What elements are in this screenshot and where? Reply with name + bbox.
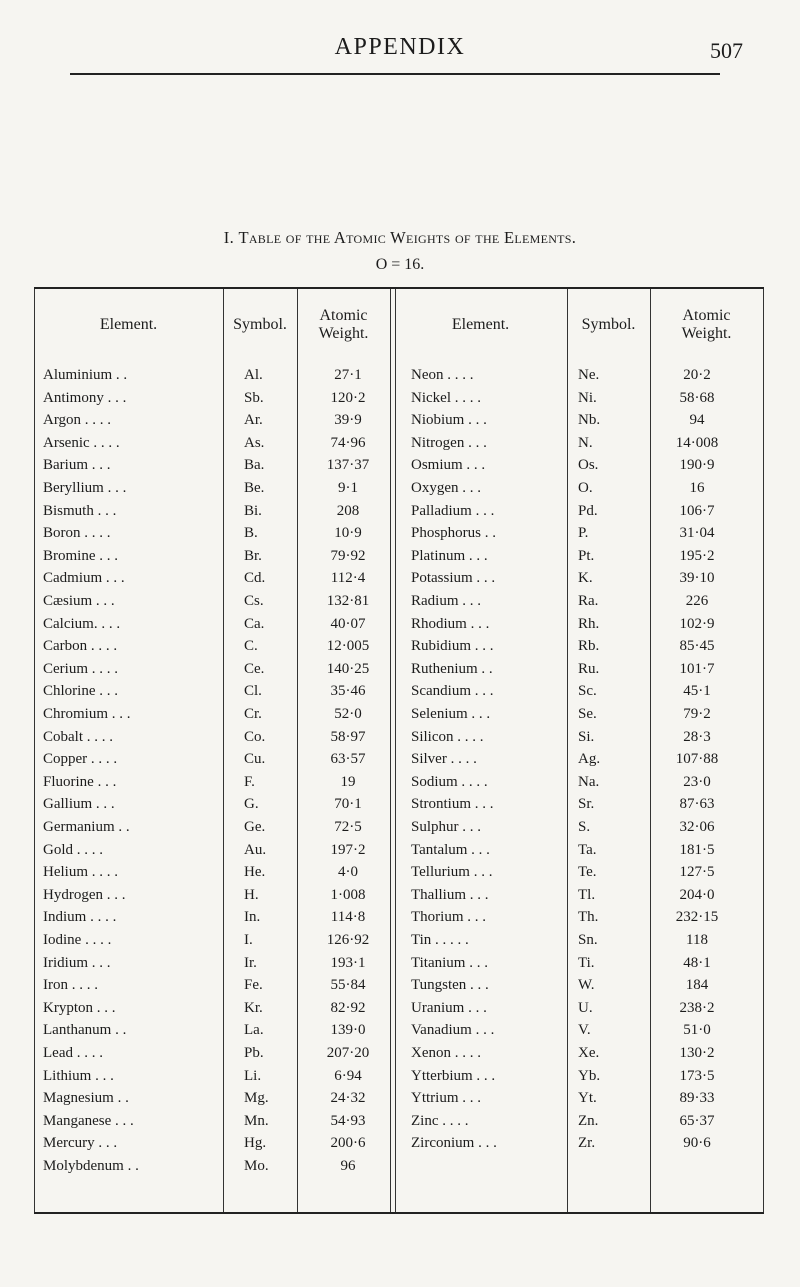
table-row bbox=[0, 750, 800, 768]
element-name: Rubidium . . . bbox=[411, 638, 494, 655]
table-row bbox=[0, 773, 800, 791]
element-symbol: Mn. bbox=[244, 1112, 269, 1129]
element-name: Titanium . . . bbox=[411, 954, 488, 971]
element-name: Indium . . . . bbox=[43, 909, 117, 926]
atomic-weight: 140·25 bbox=[326, 660, 370, 677]
element-symbol: Pd. bbox=[578, 502, 598, 519]
element-symbol: Ra. bbox=[578, 593, 599, 609]
element-symbol: Au. bbox=[244, 841, 267, 858]
element-symbol: Br. bbox=[244, 547, 262, 564]
element-symbol: Ce. bbox=[244, 660, 265, 677]
atomic-weight: 82·92 bbox=[330, 999, 366, 1016]
element-symbol: Ba. bbox=[244, 457, 265, 474]
element-symbol: Cd. bbox=[244, 570, 266, 587]
element-name: Sulphur . . . bbox=[411, 819, 482, 835]
atomic-weight: 23·0 bbox=[683, 773, 711, 790]
element-symbol: Cu. bbox=[244, 751, 266, 768]
element-symbol: Li. bbox=[244, 1067, 262, 1084]
element-name: Phosphorus . . bbox=[411, 525, 497, 542]
element-name: Aluminium . . bbox=[43, 367, 128, 383]
atomic-weight: 200·6 bbox=[330, 1135, 366, 1152]
atomic-weight: 55·84 bbox=[330, 977, 366, 994]
table-row bbox=[0, 931, 800, 949]
element-symbol: Ni. bbox=[578, 389, 597, 406]
table-row bbox=[0, 863, 800, 881]
element-name: Helium . . . . bbox=[43, 864, 118, 881]
atomic-weight: 79·92 bbox=[330, 547, 366, 564]
element-name: Iron . . . . bbox=[43, 977, 98, 994]
element-symbol: G. bbox=[244, 796, 259, 813]
table-row bbox=[0, 637, 800, 655]
element-symbol: Rh. bbox=[578, 615, 600, 632]
atomic-weight: 51·0 bbox=[683, 1022, 711, 1039]
atomic-weight: 31·04 bbox=[679, 525, 715, 542]
table-row bbox=[0, 705, 800, 723]
element-symbol: Xe. bbox=[578, 1045, 600, 1061]
table-row bbox=[0, 728, 800, 746]
element-symbol: V. bbox=[578, 1022, 591, 1039]
element-name: Arsenic . . . . bbox=[43, 434, 120, 451]
atomic-weight: 193·1 bbox=[330, 954, 366, 971]
element-name: Cadmium . . . bbox=[43, 570, 125, 587]
element-symbol: Fe. bbox=[244, 977, 263, 994]
element-symbol: La. bbox=[244, 1022, 264, 1039]
element-name: Uranium . . . bbox=[411, 999, 487, 1016]
element-symbol: W. bbox=[578, 977, 595, 994]
element-name: Vanadium . . . bbox=[411, 1022, 495, 1039]
element-symbol: H. bbox=[244, 886, 259, 903]
table-row bbox=[0, 592, 800, 610]
table-row bbox=[0, 547, 800, 565]
element-name: Krypton . . . bbox=[43, 999, 116, 1016]
element-name: Boron . . . . bbox=[43, 525, 111, 542]
table-row bbox=[0, 841, 800, 859]
column-header-element: Element. bbox=[451, 316, 510, 333]
atomic-weight: 54·93 bbox=[330, 1112, 366, 1129]
element-symbol: Cs. bbox=[244, 593, 264, 609]
atomic-weight: 120·2 bbox=[330, 389, 366, 406]
atomic-weight: 1·008 bbox=[330, 886, 366, 903]
element-name: Antimony . . . bbox=[43, 389, 127, 406]
element-symbol: Sc. bbox=[578, 683, 597, 700]
table-row bbox=[0, 615, 800, 633]
element-symbol: Nb. bbox=[578, 412, 601, 429]
element-name: Lithium . . . bbox=[43, 1067, 114, 1084]
atomic-weight: 137·37 bbox=[326, 457, 370, 474]
element-symbol: Ti. bbox=[578, 954, 595, 971]
element-name: Palladium . . . bbox=[411, 502, 495, 519]
atomic-weight: 89·33 bbox=[679, 1090, 715, 1107]
atomic-weight: 184 bbox=[685, 977, 709, 994]
element-name: Manganese . . . bbox=[43, 1112, 134, 1129]
atomic-weight: 6·94 bbox=[334, 1067, 362, 1084]
atomic-weight: 39·10 bbox=[679, 570, 715, 587]
element-symbol: Yb. bbox=[578, 1067, 601, 1084]
element-name: Gold . . . . bbox=[43, 841, 103, 858]
element-name: Thorium . . . bbox=[411, 909, 486, 926]
table-row bbox=[0, 908, 800, 926]
element-symbol: Pt. bbox=[578, 547, 595, 564]
atomic-weight: 101·7 bbox=[679, 660, 715, 677]
element-name: Neon . . . . bbox=[411, 367, 474, 383]
element-name: Yttrium . . . bbox=[411, 1090, 481, 1107]
element-name: Chromium . . . bbox=[43, 706, 131, 722]
element-name: Iodine . . . . bbox=[43, 932, 112, 948]
element-symbol: Yt. bbox=[578, 1090, 597, 1107]
page-number: 507 bbox=[710, 38, 743, 63]
atomic-weight: 70·1 bbox=[334, 796, 362, 813]
table-title bbox=[0, 228, 800, 248]
element-symbol: Ge. bbox=[244, 819, 266, 835]
element-name: Gallium . . . bbox=[43, 796, 115, 813]
element-symbol: Sr. bbox=[578, 796, 595, 813]
atomic-weight: 52·0 bbox=[334, 706, 362, 722]
atomic-weight: 132·81 bbox=[326, 593, 370, 609]
column-header-element: Element. bbox=[99, 316, 158, 333]
element-name: Platinum . . . bbox=[411, 547, 488, 564]
element-symbol: Al. bbox=[244, 367, 263, 383]
element-name: Tungsten . . . bbox=[411, 977, 489, 994]
element-symbol: Ca. bbox=[244, 615, 265, 632]
table-row bbox=[0, 411, 800, 429]
element-name: Tin . . . . . bbox=[411, 932, 469, 948]
element-symbol: Ag. bbox=[578, 751, 601, 768]
element-symbol: He. bbox=[244, 864, 266, 881]
element-symbol: Ir. bbox=[244, 954, 257, 971]
atomic-weight: 9·1 bbox=[338, 480, 358, 496]
element-name: Hydrogen . . . bbox=[43, 886, 126, 903]
element-name: Calcium. . . . bbox=[43, 615, 121, 632]
table-row bbox=[0, 1157, 800, 1175]
element-symbol: Pb. bbox=[244, 1045, 264, 1061]
table-row bbox=[0, 389, 800, 407]
element-symbol: C. bbox=[244, 638, 258, 655]
element-name: Lead . . . . bbox=[43, 1045, 103, 1061]
element-symbol: Sn. bbox=[578, 932, 598, 948]
element-symbol: Mo. bbox=[244, 1158, 269, 1174]
atomic-weight: 58·97 bbox=[330, 728, 366, 745]
element-symbol: Kr. bbox=[244, 999, 263, 1016]
running-title: APPENDIX bbox=[334, 34, 466, 60]
table-row bbox=[0, 976, 800, 994]
element-name: Ruthenium . . bbox=[411, 660, 493, 677]
table-row bbox=[0, 1089, 800, 1107]
element-symbol: Ta. bbox=[578, 841, 597, 858]
element-name: Copper . . . . bbox=[43, 751, 118, 768]
element-symbol: Tl. bbox=[578, 886, 596, 903]
atomic-weight: 40·07 bbox=[330, 615, 366, 632]
element-name: Germanium . . bbox=[43, 819, 130, 835]
atomic-weight: 72·5 bbox=[334, 819, 362, 835]
atomic-weight: 238·2 bbox=[679, 999, 715, 1016]
atomic-weight: 102·9 bbox=[679, 615, 715, 632]
element-name: Tellurium . . . bbox=[411, 864, 493, 881]
element-name: Iridium . . . bbox=[43, 954, 111, 971]
element-symbol: Be. bbox=[244, 480, 265, 496]
element-name: Oxygen . . . bbox=[411, 480, 481, 496]
atomic-weight: 87·63 bbox=[679, 796, 715, 813]
atomic-weight: 94 bbox=[689, 412, 705, 429]
element-name: Magnesium . . bbox=[43, 1090, 129, 1107]
element-name: Nitrogen . . . bbox=[411, 434, 487, 451]
element-name: Rhodium . . . bbox=[411, 615, 490, 632]
atomic-weight: 79·2 bbox=[683, 706, 711, 722]
element-symbol: Si. bbox=[578, 728, 595, 745]
atomic-weight: 190·9 bbox=[679, 457, 715, 474]
atomic-weight: 16 bbox=[689, 480, 705, 496]
element-name: Sodium . . . . bbox=[411, 773, 488, 790]
element-symbol: Cr. bbox=[244, 706, 262, 722]
atomic-weight: 226 bbox=[685, 593, 709, 609]
atomic-weight: 126·92 bbox=[326, 932, 370, 948]
table-top-rule bbox=[34, 287, 764, 289]
element-symbol: O. bbox=[578, 480, 593, 496]
table-row bbox=[0, 524, 800, 542]
element-symbol: Bi. bbox=[244, 502, 262, 519]
element-name: Osmium . . . bbox=[411, 457, 486, 474]
atomic-weight: 96 bbox=[340, 1158, 356, 1174]
element-name: Chlorine . . . bbox=[43, 683, 118, 700]
element-name: Bromine . . . bbox=[43, 547, 118, 564]
atomic-weight: 63·57 bbox=[330, 751, 366, 768]
element-symbol: Rb. bbox=[578, 638, 600, 655]
table-row bbox=[0, 479, 800, 497]
atomic-weight: 27·1 bbox=[334, 367, 362, 383]
atomic-weight: 4·0 bbox=[338, 864, 358, 881]
element-symbol: Os. bbox=[578, 457, 599, 474]
element-symbol: In. bbox=[244, 909, 261, 926]
atomic-weight: 24·32 bbox=[330, 1090, 366, 1107]
table-row bbox=[0, 366, 800, 384]
atomic-weight: 127·5 bbox=[679, 864, 715, 881]
element-symbol: Zn. bbox=[578, 1112, 599, 1129]
element-name: Selenium . . . bbox=[411, 706, 491, 722]
element-name: Carbon . . . . bbox=[43, 638, 118, 655]
element-name: Lanthanum . . bbox=[43, 1022, 127, 1039]
table-row bbox=[0, 954, 800, 972]
element-symbol: Zr. bbox=[578, 1135, 596, 1152]
table-bottom-rule bbox=[34, 1212, 764, 1214]
atomic-weight-basis: O = 16. bbox=[375, 256, 425, 273]
atomic-weight: 74·96 bbox=[330, 434, 366, 451]
element-symbol: I. bbox=[244, 932, 253, 948]
element-name: Cerium . . . . bbox=[43, 660, 118, 677]
element-symbol: Sb. bbox=[244, 389, 264, 406]
element-symbol: Ru. bbox=[578, 660, 600, 677]
element-name: Cæsium . . . bbox=[43, 593, 115, 609]
atomic-weight: 197·2 bbox=[330, 841, 366, 858]
atomic-weight: 48·1 bbox=[683, 954, 711, 971]
element-symbol: P. bbox=[578, 525, 589, 542]
atomic-weight: 19 bbox=[340, 773, 356, 790]
element-symbol: As. bbox=[244, 434, 265, 451]
atomic-weight: 139·0 bbox=[330, 1022, 366, 1039]
table-row bbox=[0, 818, 800, 836]
atomic-weight: 232·15 bbox=[675, 909, 719, 926]
element-symbol: U. bbox=[578, 999, 593, 1016]
element-symbol: Hg. bbox=[244, 1135, 267, 1152]
table-row bbox=[0, 1112, 800, 1130]
atomic-weight: 32·06 bbox=[679, 819, 715, 835]
element-name: Tantalum . . . bbox=[411, 841, 490, 858]
element-symbol: Co. bbox=[244, 728, 266, 745]
element-name: Argon . . . . bbox=[43, 412, 112, 429]
table-row bbox=[0, 1134, 800, 1152]
atomic-weight: 12·005 bbox=[326, 638, 370, 655]
element-name: Xenon . . . . bbox=[411, 1045, 481, 1061]
element-name: Niobium . . . bbox=[411, 412, 487, 429]
element-name: Barium . . . bbox=[43, 457, 111, 474]
element-name: Beryllium . . . bbox=[43, 480, 127, 496]
table-title-main: Table of the Atomic Weights of the Elements. bbox=[238, 228, 577, 247]
atomic-weight: 14·008 bbox=[675, 434, 719, 451]
table-row bbox=[0, 434, 800, 452]
atomic-weight: 107·88 bbox=[675, 751, 719, 768]
table-row bbox=[0, 1067, 800, 1085]
atomic-weight: 65·37 bbox=[679, 1112, 715, 1129]
table-row bbox=[0, 660, 800, 678]
element-symbol: Mg. bbox=[244, 1090, 269, 1107]
table-row bbox=[0, 1044, 800, 1062]
element-name: Bismuth . . . bbox=[43, 502, 117, 519]
element-symbol: Ne. bbox=[578, 367, 600, 383]
table-row bbox=[0, 886, 800, 904]
atomic-weight: 39·9 bbox=[334, 412, 362, 429]
element-name: Molybdenum . . bbox=[43, 1158, 139, 1174]
atomic-weight: 118 bbox=[686, 932, 708, 948]
atomic-weight: 114·8 bbox=[330, 909, 366, 926]
element-symbol: Se. bbox=[578, 706, 597, 722]
atomic-weight: 35·46 bbox=[330, 683, 366, 700]
atomic-weight: 58·68 bbox=[679, 389, 715, 406]
atomic-weight: 45·1 bbox=[683, 683, 711, 700]
atomic-weight: 207·20 bbox=[326, 1045, 370, 1061]
atomic-weight: 195·2 bbox=[679, 547, 715, 564]
atomic-weight: 173·5 bbox=[679, 1067, 715, 1084]
table-row bbox=[0, 569, 800, 587]
atomic-weight: 10·9 bbox=[334, 525, 362, 542]
element-name: Zinc . . . . bbox=[411, 1112, 469, 1129]
atomic-weight: 90·6 bbox=[683, 1135, 711, 1152]
element-name: Ytterbium . . . bbox=[411, 1067, 496, 1084]
element-symbol: Te. bbox=[578, 864, 597, 881]
page-header bbox=[0, 34, 800, 74]
atomic-weight: 204·0 bbox=[679, 886, 715, 903]
element-name: Silicon . . . . bbox=[411, 728, 484, 745]
element-name: Strontium . . . bbox=[411, 796, 494, 813]
table-row bbox=[0, 502, 800, 520]
atomic-weight: 112·4 bbox=[330, 570, 366, 587]
element-symbol: K. bbox=[578, 570, 593, 587]
element-name: Radium . . . bbox=[411, 593, 481, 609]
element-name: Scandium . . . bbox=[411, 683, 494, 700]
element-name: Nickel . . . . bbox=[411, 389, 481, 406]
atomic-weight: 28·3 bbox=[683, 728, 711, 745]
element-name: Thallium . . . bbox=[411, 886, 489, 903]
table-title-prefix: I. bbox=[223, 228, 235, 247]
element-name: Potassium . . . bbox=[411, 570, 496, 587]
atomic-weight: 106·7 bbox=[679, 502, 715, 519]
element-name: Zirconium . . . bbox=[411, 1135, 497, 1152]
element-symbol: Ar. bbox=[244, 412, 263, 429]
element-symbol: F. bbox=[244, 773, 255, 790]
header-rule bbox=[70, 73, 720, 75]
table-row bbox=[0, 1021, 800, 1039]
element-name: Cobalt . . . . bbox=[43, 728, 113, 745]
atomic-weight: 85·45 bbox=[679, 638, 715, 655]
atomic-weight: 130·2 bbox=[679, 1045, 715, 1061]
element-name: Fluorine . . . bbox=[43, 773, 117, 790]
column-header-atomic-weight: Atomic Weight. bbox=[318, 307, 369, 342]
atomic-weight: 20·2 bbox=[683, 367, 711, 383]
element-symbol: N. bbox=[578, 434, 593, 451]
element-symbol: S. bbox=[578, 819, 591, 835]
table-row bbox=[0, 456, 800, 474]
table-row bbox=[0, 682, 800, 700]
column-header-symbol: Symbol. bbox=[581, 316, 636, 333]
table-row bbox=[0, 795, 800, 813]
table-row bbox=[0, 999, 800, 1017]
element-name: Mercury . . . bbox=[43, 1135, 118, 1152]
element-symbol: Th. bbox=[578, 909, 599, 926]
column-header-symbol: Symbol. bbox=[233, 316, 287, 333]
column-header-atomic-weight: Atomic Weight. bbox=[681, 307, 732, 342]
element-name: Silver . . . . bbox=[411, 751, 477, 768]
element-symbol: Na. bbox=[578, 773, 600, 790]
atomic-weight: 208 bbox=[336, 502, 360, 519]
element-symbol: Cl. bbox=[244, 683, 262, 700]
atomic-weight: 181·5 bbox=[679, 841, 715, 858]
element-symbol: B. bbox=[244, 525, 258, 542]
